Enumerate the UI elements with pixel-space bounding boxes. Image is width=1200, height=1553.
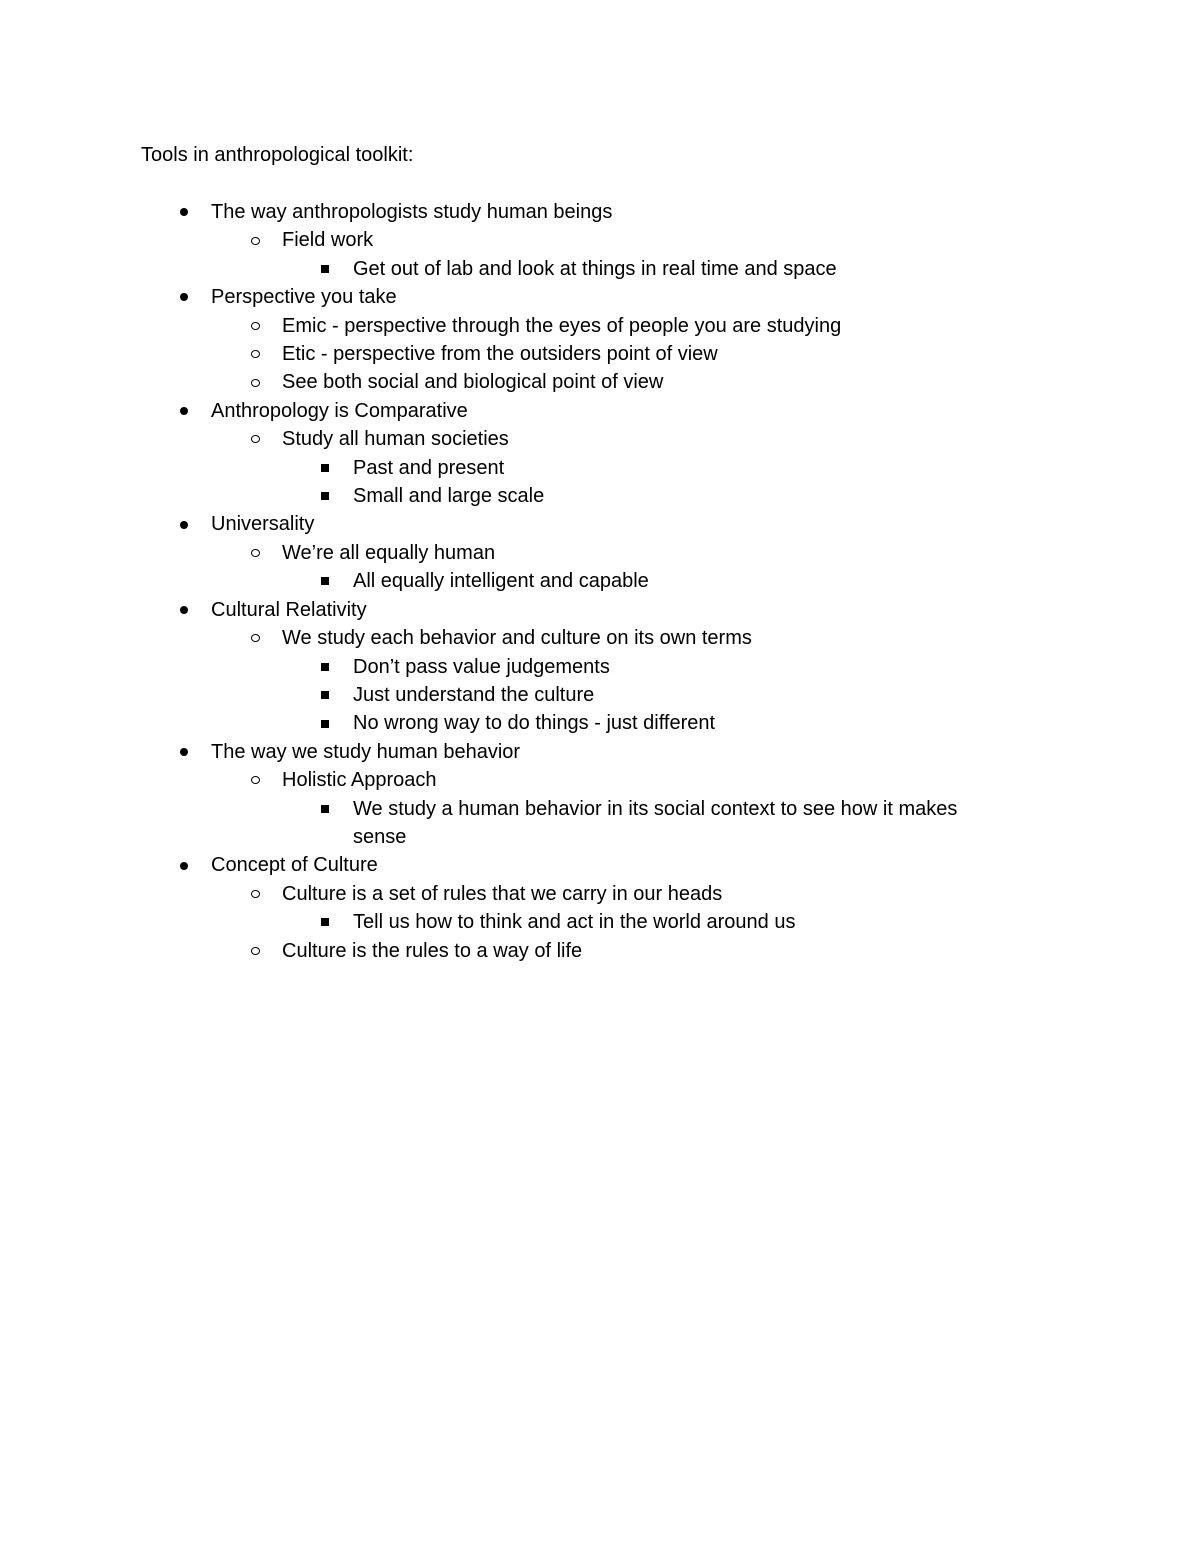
list-item-text: Emic - perspective through the eyes of people you are studying: [282, 314, 842, 337]
list-item: [0, 851, 1011, 879]
list-item: [0, 510, 1011, 538]
square-icon: [318, 454, 332, 482]
list-item: [0, 681, 1011, 709]
list-item-text: Concept of Culture: [211, 854, 378, 877]
list-item-text: We study a human behavior in its social context to see how it makes sense: [353, 797, 958, 848]
list-item-text: The way anthropologists study human beings: [211, 201, 613, 223]
list-item: [0, 425, 1011, 453]
list-item: [0, 283, 1011, 311]
square-icon: [318, 709, 332, 737]
list-item: [0, 226, 1011, 254]
list-item-text: We study each behavior and culture on its own terms: [282, 627, 752, 650]
list-item-text: Cultural Relativity: [211, 598, 367, 621]
list-item-text: Past and present: [353, 456, 505, 479]
list-item-text: Don’t pass value judgements: [353, 655, 610, 678]
list-item: [0, 880, 1011, 908]
hollow-circle-icon: [248, 539, 262, 567]
list-item: [0, 596, 1011, 624]
list-item-text: Get out of lab and look at things in real time and space: [353, 257, 837, 280]
list-item-text: No wrong way to do things - just different: [353, 712, 716, 735]
hollow-circle-icon: [248, 880, 262, 908]
list-item: [0, 368, 1011, 396]
list-item: [0, 340, 1011, 368]
list-item: [0, 709, 1011, 737]
list-item: [0, 738, 1011, 766]
filled-circle-icon: [177, 851, 191, 879]
list-item: [0, 397, 1011, 425]
list-item: [0, 198, 1011, 226]
list-item: [0, 482, 1011, 510]
square-icon: [318, 482, 332, 510]
list-item-text: Anthropology is Comparative: [211, 399, 468, 422]
list-item: [0, 653, 1011, 681]
square-icon: [318, 908, 332, 936]
list-item-text: The way we study human behavior: [211, 740, 521, 763]
filled-circle-icon: [177, 596, 191, 624]
list-item-text: Tell us how to think and act in the world around us: [353, 911, 796, 934]
list-item-text: Culture is the rules to a way of life: [282, 939, 583, 962]
list-item-text: All equally intelligent and capable: [353, 570, 649, 593]
list-item: [0, 795, 1011, 852]
list-item-text: Study all human societies: [282, 428, 509, 451]
square-icon: [318, 653, 332, 681]
square-icon: [318, 567, 332, 595]
list-item-text: See both social and biological point of view: [282, 371, 664, 394]
list-item-text: Holistic Approach: [282, 769, 437, 792]
bullet-outline: [0, 198, 1200, 965]
list-item-text: We’re all equally human: [282, 541, 496, 564]
hollow-circle-icon: [248, 226, 262, 254]
document-title: Tools in anthropological toolkit:: [141, 144, 414, 166]
square-icon: [318, 255, 332, 283]
list-item: [0, 624, 1011, 652]
list-item-text: Universality: [211, 513, 315, 536]
filled-circle-icon: [177, 510, 191, 538]
list-item-text: Culture is a set of rules that we carry in our heads: [282, 882, 723, 905]
hollow-circle-icon: [248, 624, 262, 652]
filled-circle-icon: [177, 738, 191, 766]
list-item: [0, 766, 1011, 794]
hollow-circle-icon: [248, 425, 262, 453]
hollow-circle-icon: [248, 312, 262, 340]
list-item: [0, 937, 1011, 965]
list-item-text: Perspective you take: [211, 286, 397, 309]
hollow-circle-icon: [248, 340, 262, 368]
list-item-text: Just understand the culture: [353, 683, 595, 706]
hollow-circle-icon: [248, 368, 262, 396]
filled-circle-icon: [177, 283, 191, 311]
filled-circle-icon: [177, 397, 191, 425]
hollow-circle-icon: [248, 766, 262, 794]
list-item-text: Field work: [282, 229, 374, 252]
list-item: [0, 567, 1011, 595]
square-icon: [318, 681, 332, 709]
square-icon: [318, 795, 332, 823]
list-item: [0, 539, 1011, 567]
filled-circle-icon: [177, 198, 191, 226]
list-item: [0, 908, 1011, 936]
list-item: [0, 255, 1011, 283]
hollow-circle-icon: [248, 937, 262, 965]
list-item: [0, 312, 1011, 340]
list-item-text: Etic - perspective from the outsiders point of view: [282, 343, 718, 366]
list-item-text: Small and large scale: [353, 485, 545, 508]
list-item: [0, 454, 1011, 482]
